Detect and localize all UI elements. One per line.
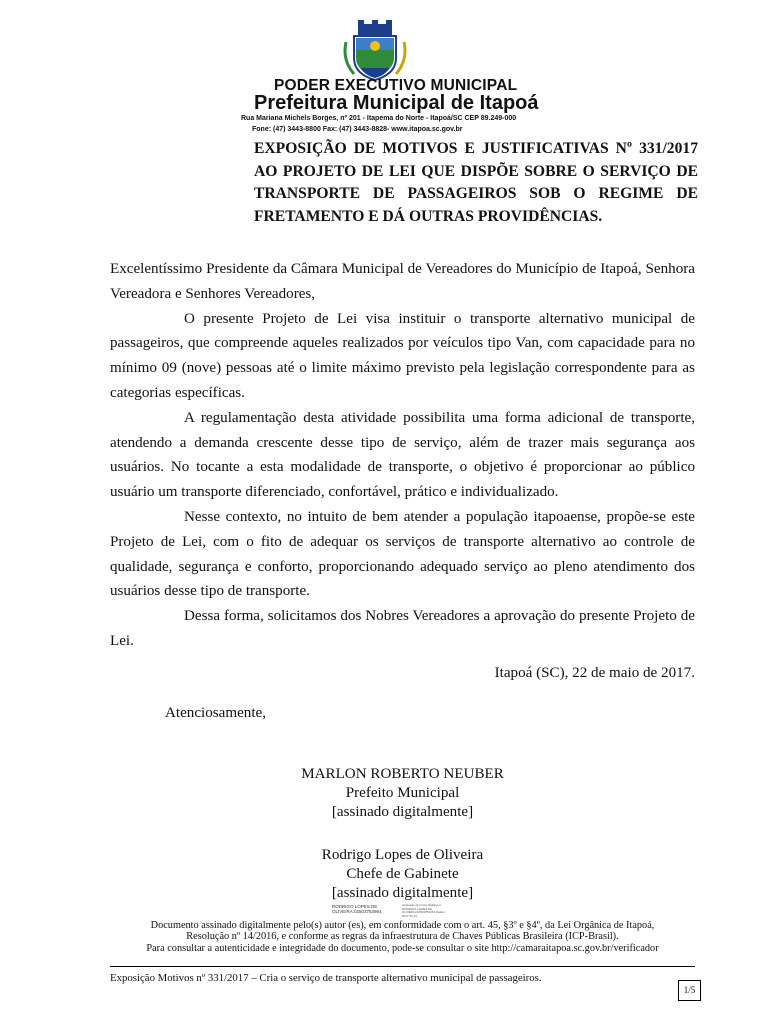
paragraph: A regulamentação desta atividade possibilita uma forma adicional de transporte, atendendo a demanda crescente desse tipo de serviço, além de trazer mais segurança aos usuários. No tocante a esta modalidade de transporte, o objetivo é proporcionar ao público usuário um transporte diferenciado, confortável, prático e individualizado. — [110, 409, 695, 501]
footer-line: Documento assinado digitalmente pelo(s) autor (es), em conformidade com o art. 45, §3º e §4º, da Lei Orgânica de Itapoá, — [150, 920, 655, 931]
closing: Atenciosamente, — [165, 705, 267, 721]
document-body — [110, 257, 695, 654]
footer-divider — [110, 966, 695, 967]
document-title: EXPOSIÇÃO DE MOTIVOS E JUSTIFICATIVAS Nº 331/2017 AO PROJETO DE LEI QUE DISPÕE SOBRE O SERVIÇO DE TRANSPORTE DE PASSAGEIROS SOB O REGIME DE FRETAMENTO E DÁ OUTRAS PROVIDÊNCIAS. — [254, 140, 698, 225]
document-date: Itapoá (SC), 22 de maio de 2017. — [494, 665, 695, 681]
signature-block-chief — [110, 846, 695, 903]
verification-footer — [110, 920, 695, 954]
header-city-hall-name: Prefeitura Municipal de Itapoá — [254, 92, 539, 114]
header-executive-power: PODER EXECUTIVO MUNICIPAL — [274, 77, 518, 94]
signature-block-mayor — [110, 765, 695, 822]
document-footer-caption: Exposição Motivos nº 331/2017 – Cria o serviço de transporte alternativo municipal de passageiros. — [110, 972, 542, 984]
stamp-signer-line: OLIVEIRA:02503753964 — [332, 909, 382, 914]
paragraph: Dessa forma, solicitamos dos Nobres Vereadores a aprovação do presente Projeto de Lei. — [110, 608, 695, 649]
paragraph: O presente Projeto de Lei visa instituir o transporte alternativo municipal de passageiros, que compreende aqueles realizados por veículos tipo Van, com capacidade para no mínimo 09 (nove) pessoas até o limite máximo previsto pela legislação correspondente para as categorias específicas. — [110, 310, 695, 401]
footer-line: Para consultar a autenticidade e integridade do documento, pode-se consultar o site http://camaraitapoa.sc.gov.br/verificador — [146, 942, 659, 954]
signer-role: Chefe de Gabinete — [346, 866, 459, 882]
salutation: Excelentíssimo Presidente da Câmara Municipal de Vereadores do Município de Itapoá, Senhora Vereadora e Senhores Vereadores, — [110, 261, 695, 302]
stamp-signer — [332, 904, 390, 914]
page-number: 1/5 — [678, 980, 701, 1001]
paragraph: Nesse contexto, no intuito de bem atender a população itapoaense, propõe-se este Projeto de Lei, com o fito de adequar os serviços de transporte alternativo ao controle de qualidade, segurança e conforto, proporcionando adequado serviço ao pleno atendimento dos usuários desse tipo de transporte. — [110, 508, 695, 600]
signature-note: [assinado digitalmente] — [331, 885, 474, 901]
header-contact: Fone: (47) 3443-8800 Fax: (47) 3443-8828- www.itapoa.sc.gov.br — [252, 126, 463, 133]
signer-name: MARLON ROBERTO NEUBER — [301, 766, 504, 782]
signer-name: Rodrigo Lopes de Oliveira — [321, 847, 484, 863]
signer-role: Prefeito Municipal — [345, 785, 460, 801]
stamp-details: Assinado de forma digital por RODRIGO LOPES DE OLIVEIRA:02503753964 Dados: 2017.05.22 — [402, 903, 446, 918]
municipal-crest-icon — [342, 20, 408, 82]
header-address: Rua Mariana Michels Borges, nº 201 - Itapema do Norte - Itapoá/SC CEP 89.249-000 — [241, 115, 517, 122]
signature-note: [assinado digitalmente] — [331, 804, 474, 820]
stamp-signer-line: RODRIGO LOPES DE — [332, 904, 378, 909]
footer-line: Resolução nº 14/2016, e conforme as regras da infraestrutura de Chaves Públicas Brasileira (ICP-Brasil). — [186, 931, 619, 943]
